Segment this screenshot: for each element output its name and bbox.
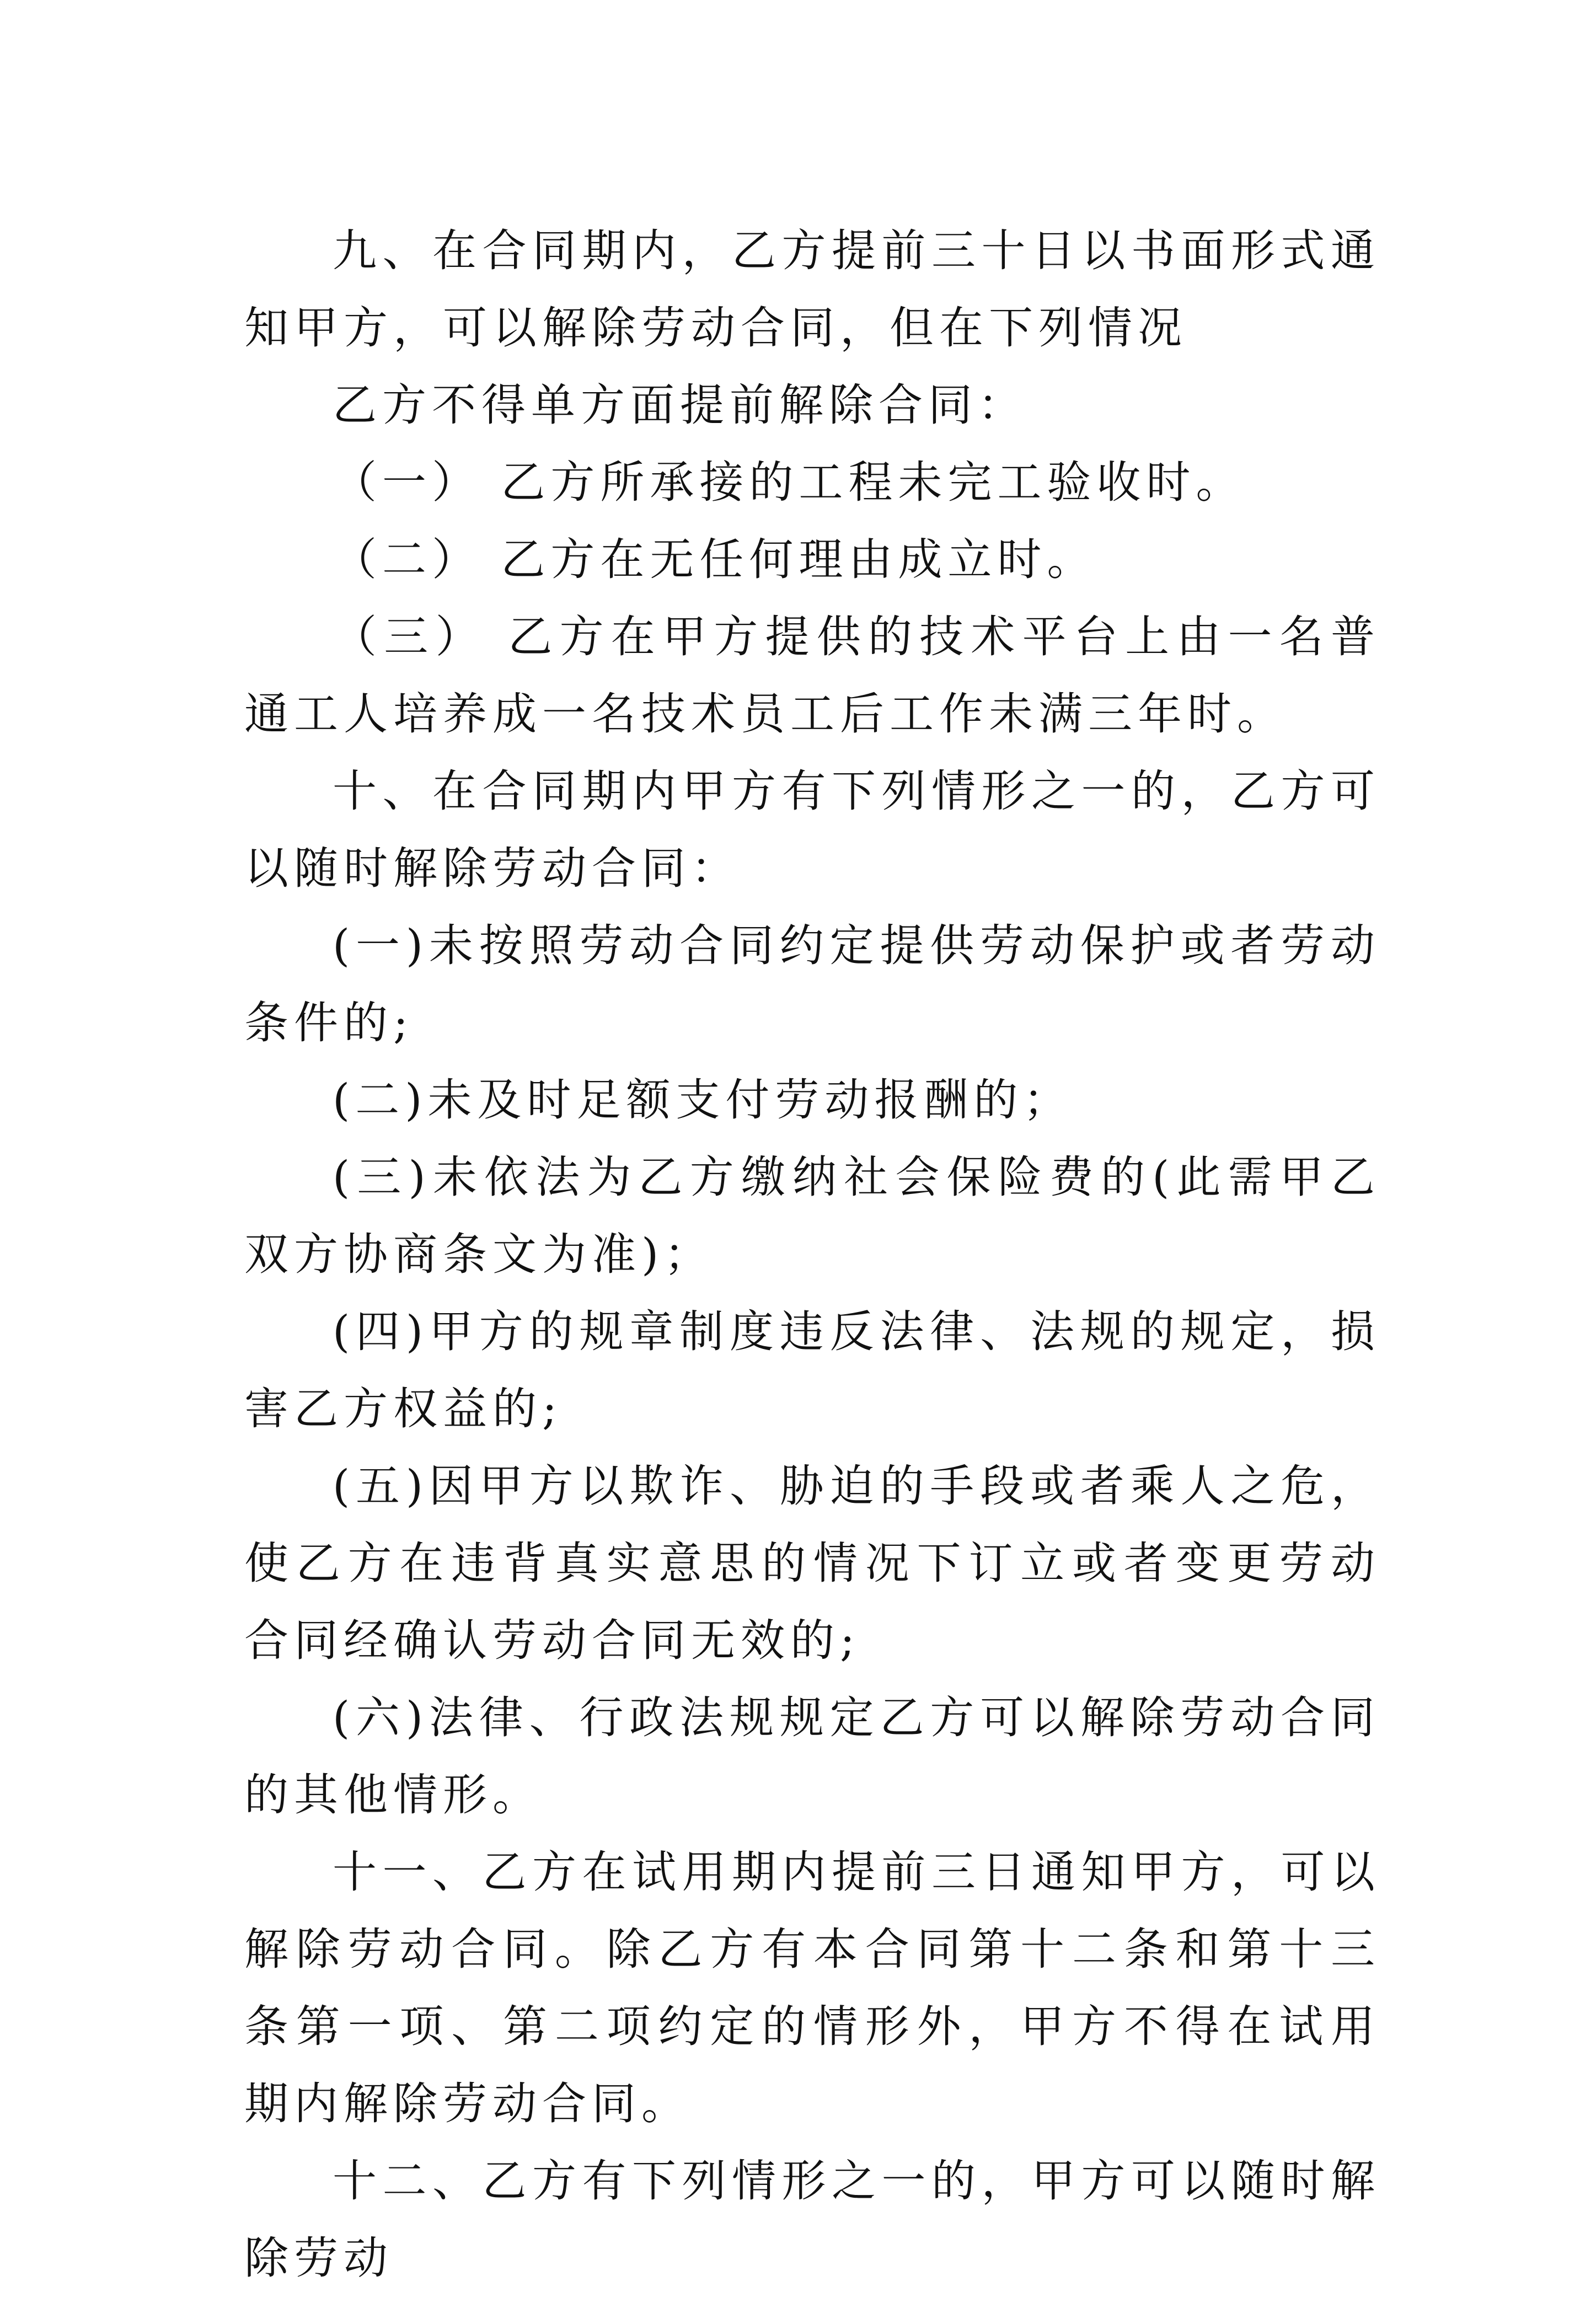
paragraph-clause-5: (五)因甲方以欺诈、胁迫的手段或者乘人之危，使乙方在违背真实意思的情况下订立或者变更劳动合同经确认劳动合同无效的; [244,1460,1380,1666]
paragraph-clause-2: (二)未及时足额支付劳动报酬的； [333,1074,1073,1126]
paragraph-item-2: （二） 乙方在无任何理由成立时。 [333,534,1097,585]
paragraph-article-9: 九、在合同期内，乙方提前三十日以书面形式通知甲方，可以解除劳动合同，但在下列情况 [244,225,1380,354]
paragraph-article-10: 十、在合同期内甲方有下列情形之一的，乙方可以随时解除劳动合同： [244,765,1380,894]
paragraph-item-3: （三） 乙方在甲方提供的技术平台上由一名普通工人培养成一名技术员工后工作未满三年时。 [244,611,1380,740]
document-body [244,212,1380,2297]
paragraph-article-9-cont: 乙方不得单方面提前解除合同： [333,379,1027,431]
paragraph-article-11: 十一、乙方在试用期内提前三日通知甲方，可以解除劳动合同。除乙方有本合同第十二条和第十三条第一项、第二项约定的情形外，甲方不得在试用期内解除劳动合同。 [244,1846,1380,2129]
paragraph-clause-1: (一)未按照劳动合同约定提供劳动保护或者劳动条件的; [244,920,1380,1048]
paragraph-article-12: 十二、乙方有下列情形之一的，甲方可以随时解除劳动 [244,2155,1380,2284]
paragraph-clause-6: (六)法律、行政法规规定乙方可以解除劳动合同的其他情形。 [244,1692,1380,1821]
paragraph-item-1: （一） 乙方所承接的工程未完工验收时。 [333,457,1246,508]
paragraph-clause-4: (四)甲方的规章制度违反法律、法规的规定，损害乙方权益的; [244,1306,1380,1434]
paragraph-clause-3: (三)未依法为乙方缴纳社会保险费的(此需甲乙双方协商条文为准)； [244,1152,1380,1280]
